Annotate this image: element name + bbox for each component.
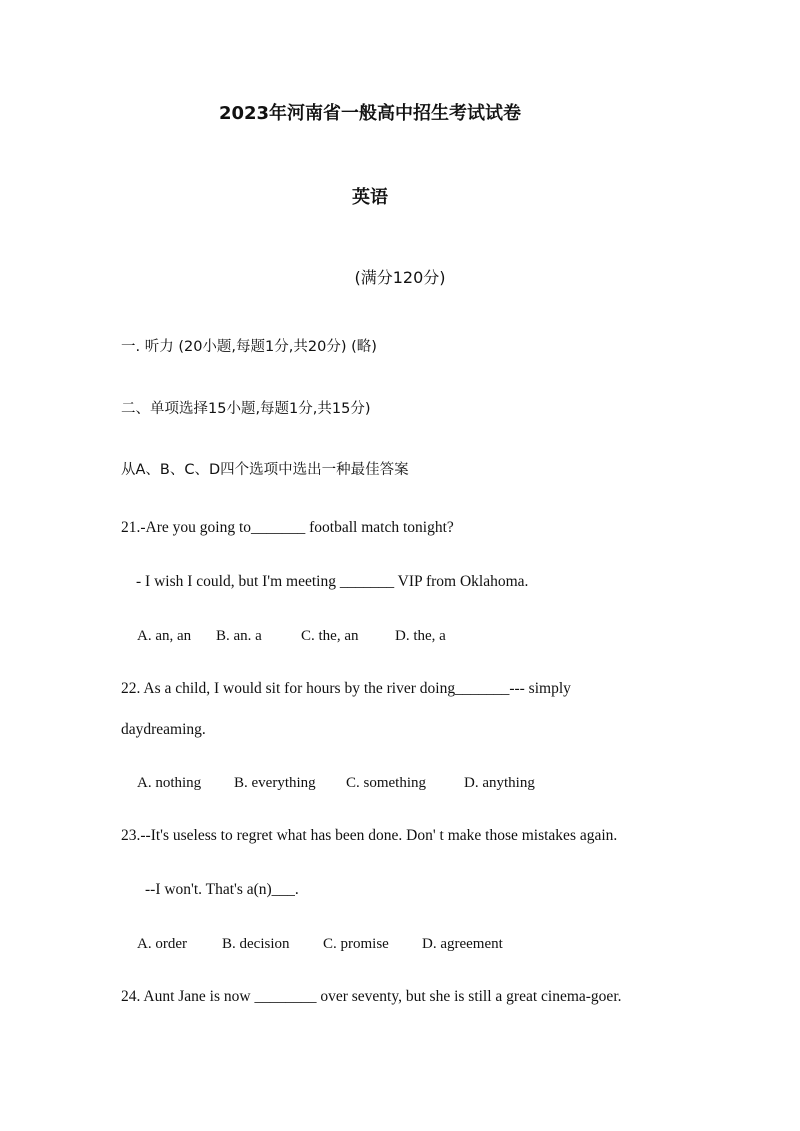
question-24-line-1: 24. Aunt Jane is now ________ over seventy, but she is still a great cinema-goer.: [121, 988, 622, 1005]
question-23-option-d: D. agreement: [422, 936, 503, 952]
question-22-option-d: D. anything: [464, 775, 535, 791]
question-21-line-1: 21.-Are you going to_______ football match tonight?: [121, 519, 454, 536]
section-instruction: 从A、B、C、D四个选项中选出一种最佳答案: [121, 462, 409, 478]
section-single-choice: 二、单项选择15小题,每题1分,共15分): [121, 401, 371, 417]
question-23-option-c: C. promise: [323, 936, 389, 952]
question-22-option-c: C. something: [346, 775, 427, 791]
question-21-option-b: B. an. a: [216, 628, 262, 644]
full-score: (满分120分): [354, 268, 446, 287]
question-21-option-d: D. the, a: [395, 628, 446, 644]
question-23-option-a: A. order: [137, 936, 187, 952]
question-21-line-2: - I wish I could, but I'm meeting _______ VIP from Oklahoma.: [136, 573, 529, 590]
question-21-option-c: C. the, an: [301, 628, 359, 644]
question-22-line-1: 22. As a child, I would sit for hours by the river doing_______--- simply: [121, 680, 571, 697]
question-23-option-b: B. decision: [222, 936, 290, 952]
question-23-line-2: --I won't. That's a(n)___.: [145, 881, 299, 898]
question-21-option-a: A. an, an: [137, 628, 192, 644]
question-22-line-2: daydreaming.: [121, 721, 206, 738]
question-23-line-1: 23.--It's useless to regret what has been done. Don' t make those mistakes again.: [121, 827, 618, 844]
section-listening: 一. 听力 (20小题,每题1分,共20分) (略): [121, 339, 377, 355]
question-22-option-a: A. nothing: [137, 775, 202, 791]
exam-title: 2023年河南省一般高中招生考试试卷: [218, 103, 522, 124]
subject-title: 英语: [352, 187, 388, 208]
question-22-option-b: B. everything: [234, 775, 316, 791]
